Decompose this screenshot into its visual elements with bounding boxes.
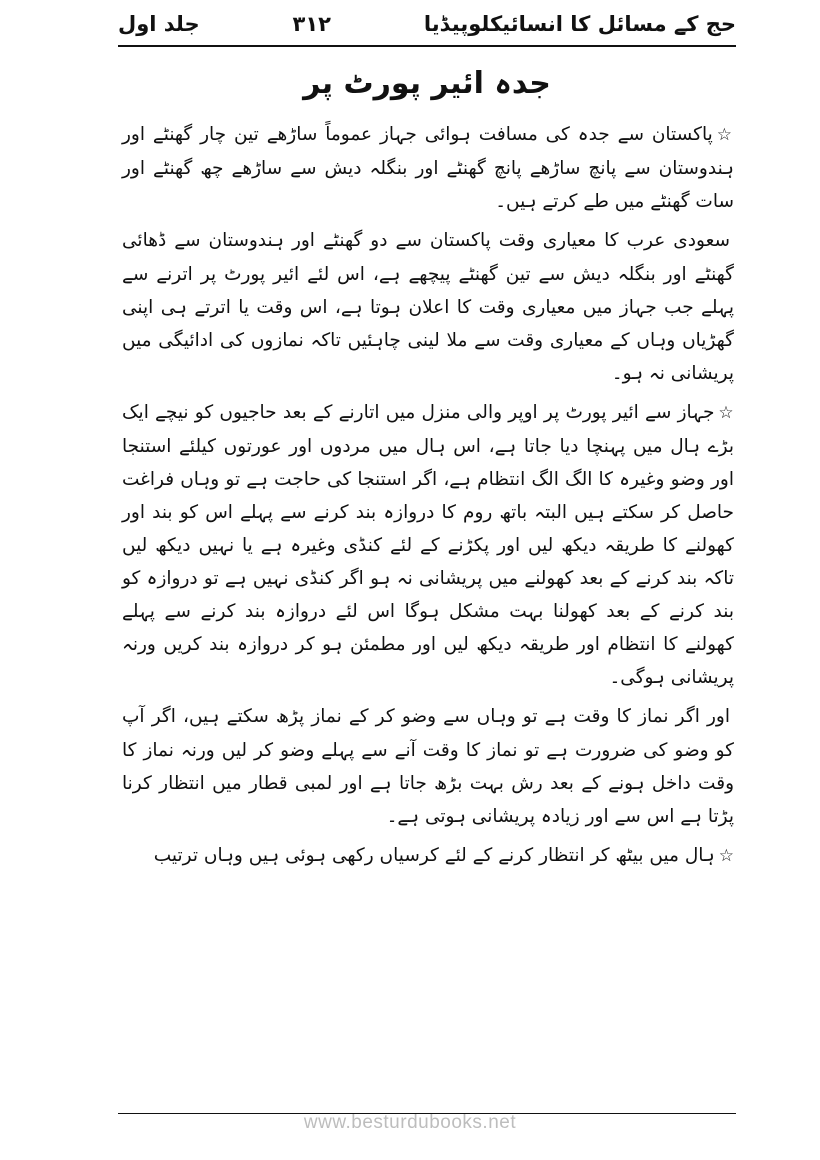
running-header bbox=[118, 6, 736, 42]
paragraph bbox=[122, 118, 734, 218]
paragraph-text: سعودی عرب کا معیاری وقت پاکستان سے دو گھنٹے اور ہندوستان سے ڈھائی گھنٹے اور بنگلہ دیش سے تین گھنٹے پیچھے ہے، اس لئے ائیر پورٹ پر اترنے سے پہلے جب جہاز میں معیاری وقت کا اعلان ہوتا ہے، اس وقت یا اترتے ہی اپنی گھڑیاں وہاں کے معیاری وقت سے ملا لینی چاہئیں تاکہ نمازوں کی ادائیگی میں پریشانی نہ ہو۔ bbox=[122, 230, 734, 384]
header-rule bbox=[118, 45, 736, 47]
star-icon: ☆ bbox=[718, 403, 734, 423]
section-title: جدہ ائیر پورٹ پر bbox=[303, 66, 551, 101]
paragraph bbox=[122, 224, 734, 390]
star-icon: ☆ bbox=[716, 125, 734, 145]
paragraph bbox=[122, 396, 734, 694]
book-title: حج کے مسائل کا انسائیکلوپیڈیا bbox=[423, 12, 736, 36]
body-text bbox=[122, 118, 734, 879]
page-number: ۳۱۲ bbox=[292, 12, 331, 36]
volume-label: جلد اول bbox=[118, 12, 200, 36]
paragraph-text: ہال میں بیٹھ کر انتظار کرنے کے لئے کرسیاں رکھی ہوئی ہیں وہاں ترتیب bbox=[153, 845, 715, 866]
watermark-url: www.besturdubooks.net bbox=[303, 1112, 517, 1133]
paragraph bbox=[122, 839, 734, 873]
paragraph-text: پاکستان سے جدہ کی مسافت ہوائی جہاز عموماً ساڑھے تین چار گھنٹے اور ہندوستان سے پانچ ساڑھے پانچ گھنٹے اور بنگلہ دیش سے ساڑھے چھ گھنٹے اور سات گھنٹے میں طے کرتے ہیں۔ bbox=[122, 124, 734, 212]
paragraph-text: جہاز سے ائیر پورٹ پر اوپر والی منزل میں اتارنے کے بعد حاجیوں کو نیچے ایک بڑے ہال میں پہنچا دیا جاتا ہے، اس ہال میں مردوں اور عورتوں کیلئے استنجا اور وضو وغیرہ کا الگ الگ انتظام ہے، اگر استنجا کی حاجت ہے تو وہاں فراغت حاصل کر سکتے ہیں البتہ باتھ روم کا دروازہ بند کرنے سے پہلے اس کو بند اور کھولنے کا طریقہ دیکھ لیں اور پکڑنے کے لئے کنڈی وغیرہ ہے یا نہیں دیکھ لیں تاکہ بند کرنے کے بعد کھولنے میں پریشانی نہ ہو اگر کنڈی نہیں ہے تو دروازہ کو بند کرنے کے بعد کھولنا بہت مشکل ہوگا اس لئے دروازہ بند کرنے سے پہلے کھولنے کا انتظام اور طریقہ دیکھ لیں اور مطمئن ہو کر دروازہ بند کریں ورنہ پریشانی ہوگی۔ bbox=[122, 402, 734, 688]
paragraph-text: اور اگر نماز کا وقت ہے تو وہاں سے وضو کر کے نماز پڑھ سکتے ہیں، اگر آپ کو وضو کی ضرورت ہے تو نماز کا وقت آنے سے پہلے وضو کر لیں ورنہ نماز کا وقت داخل ہونے کے بعد رش بہت بڑھ جاتا ہے اور لمبی قطار میں انتظار کرنا پڑتا ہے اس سے اور زیادہ پریشانی ہوتی ہے۔ bbox=[122, 706, 734, 827]
paragraph bbox=[122, 700, 734, 833]
star-icon: ☆ bbox=[718, 846, 734, 866]
